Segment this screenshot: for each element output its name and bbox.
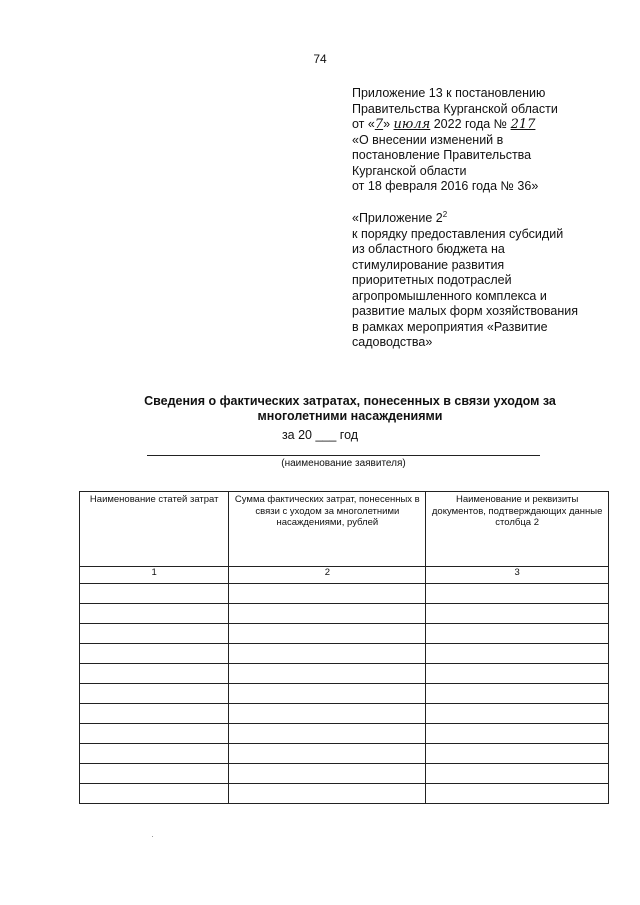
header-line-4: «О внесении изменений в <box>352 132 504 147</box>
table-cell <box>426 584 609 604</box>
table-row <box>80 744 609 764</box>
table-cell <box>426 724 609 744</box>
table-cell <box>426 624 609 644</box>
column-number-2: 2 <box>229 567 426 584</box>
table-cell <box>80 584 229 604</box>
appendix-superscript: 2 <box>442 210 448 219</box>
column-number-1: 1 <box>80 567 229 584</box>
table-cell <box>80 704 229 724</box>
date-prefix: от « <box>352 117 375 131</box>
header-line-1: Приложение 13 к постановлению <box>352 86 546 100</box>
table-cell <box>426 604 609 624</box>
table-cell <box>426 784 609 804</box>
title-line-1: Сведения о фактических затратах, понесенных в связи уходом за <box>144 394 556 408</box>
scan-speck <box>152 836 153 837</box>
table-cell <box>229 744 426 764</box>
table-cell <box>426 764 609 784</box>
handwritten-day: 7 <box>374 117 384 132</box>
table-cell <box>229 624 426 644</box>
document-title <box>60 394 640 423</box>
appendix-header <box>352 211 622 351</box>
appendix-line-2: к порядку предоставления субсидий <box>352 226 564 241</box>
date-year: 2022 года № <box>430 117 511 131</box>
table-cell <box>229 664 426 684</box>
table-cell <box>80 684 229 704</box>
table-cell <box>426 684 609 704</box>
appendix-line-8: в рамках мероприятия «Развитие <box>352 319 548 334</box>
appendix-line-7: развитие малых форм хозяйствования <box>352 304 578 318</box>
table-cell <box>229 784 426 804</box>
table-cell <box>80 604 229 624</box>
header-line-5: постановление Правительства <box>352 148 532 162</box>
table-cell <box>426 744 609 764</box>
appendix-line-1 <box>352 211 622 227</box>
table-row <box>80 784 609 804</box>
resolution-header <box>352 86 622 195</box>
header-line-6: Курганской области <box>352 163 467 178</box>
table-row <box>80 764 609 784</box>
header-actual-costs: Сумма фактических затрат, понесенных в связи с уходом за многолетними насаждениями, рублей <box>229 492 426 567</box>
table-cell <box>229 704 426 724</box>
header-date-line <box>352 117 622 133</box>
table-cell <box>229 684 426 704</box>
table-cell <box>80 744 229 764</box>
table-row <box>80 684 609 704</box>
appendix-line-4: стимулирование развития <box>352 257 505 272</box>
report-period: за 20 ___ год <box>281 428 359 442</box>
appendix-title: «Приложение 2 <box>352 211 443 225</box>
date-mid: » <box>383 117 394 131</box>
table-row <box>80 704 609 724</box>
page-number: 74 <box>313 52 327 66</box>
costs-table <box>79 491 609 804</box>
table-cell <box>229 764 426 784</box>
table-row <box>80 644 609 664</box>
table-row <box>80 664 609 684</box>
table-row <box>80 724 609 744</box>
table-row <box>80 604 609 624</box>
table-cell <box>229 604 426 624</box>
appendix-line-6: агропромышленного комплекса и <box>352 288 547 303</box>
table-cell <box>80 724 229 744</box>
header-documents: Наименование и реквизиты документов, подтверждающих данные столбца 2 <box>426 492 609 567</box>
table-cell <box>80 764 229 784</box>
table-cell <box>426 664 609 684</box>
table-cell <box>229 644 426 664</box>
table-cell <box>426 644 609 664</box>
appendix-line-9: садоводства» <box>352 335 433 349</box>
table-cell <box>80 624 229 644</box>
table-cell <box>229 584 426 604</box>
column-number-3: 3 <box>426 567 609 584</box>
table-header-row <box>80 492 609 567</box>
applicant-caption: (наименование заявителя) <box>281 458 406 469</box>
table-cell <box>80 664 229 684</box>
table-row <box>80 624 609 644</box>
table-cell <box>80 644 229 664</box>
table-cell <box>426 704 609 724</box>
table-row <box>80 584 609 604</box>
header-line-7: от 18 февраля 2016 года № 36» <box>352 179 539 193</box>
header-line-2: Правительства Курганской области <box>352 101 558 116</box>
handwritten-month: июля <box>393 117 431 132</box>
appendix-line-3: из областного бюджета на <box>352 242 505 256</box>
title-line-2: многолетними насаждениями <box>257 408 443 423</box>
table-cell <box>80 784 229 804</box>
header-cost-items: Наименование статей затрат <box>80 492 229 567</box>
column-numbers-row <box>80 567 609 584</box>
table-cell <box>229 724 426 744</box>
applicant-name-line <box>147 455 540 456</box>
appendix-line-5: приоритетных подотраслей <box>352 273 512 287</box>
handwritten-number: 217 <box>510 117 536 132</box>
